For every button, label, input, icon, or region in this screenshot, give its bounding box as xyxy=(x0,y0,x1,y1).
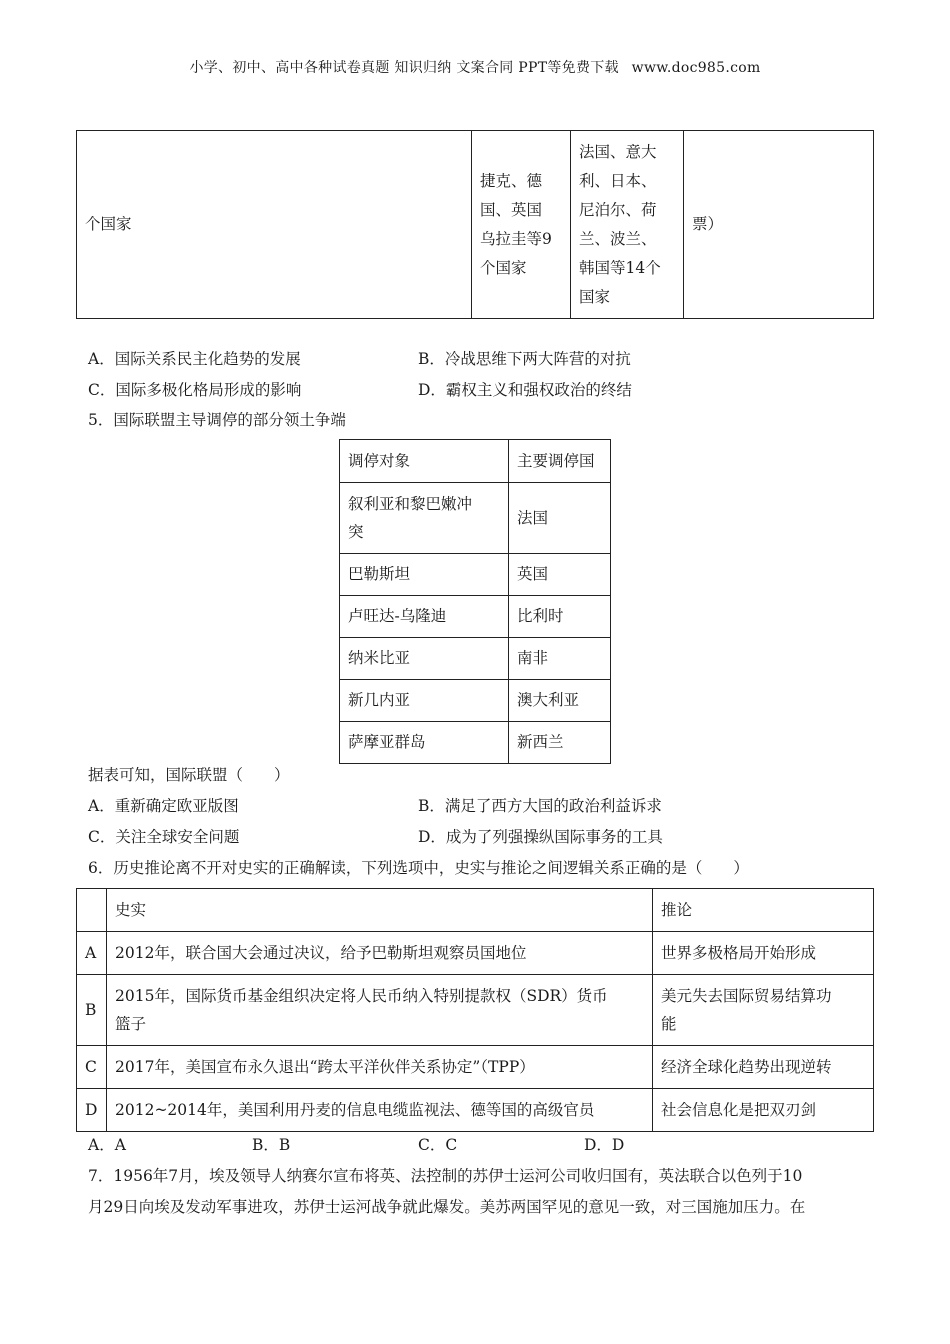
q6-option-c: C．C xyxy=(418,1136,458,1154)
q6-stem: 6．历史推论离不开对史实的正确解读，下列选项中，史实与推论之间逻辑关系正确的是（ ） xyxy=(88,859,749,877)
q6-option-d: D．D xyxy=(584,1136,625,1154)
q4-option-c: C．国际多极化格局形成的影响 xyxy=(88,381,302,399)
cell-c1: 个国家 xyxy=(77,131,472,319)
q6-option-b: B．B xyxy=(252,1136,291,1154)
cell-c3: 法国、意大 利、日本、 尼泊尔、荷 兰、波兰、 韩国等14个 国家 xyxy=(571,131,684,319)
table-row: A 2012年，联合国大会通过决议，给予巴勒斯坦观察员国地位 世界多极格局开始形成 xyxy=(77,932,874,975)
q7-line-1: 7．1956年7月，埃及领导人纳赛尔宣布将英、法控制的苏伊士运河公司收归国有，英法联合以色列于10 xyxy=(88,1167,803,1185)
q6-header-fact: 史实 xyxy=(107,889,653,932)
header-text: 小学、初中、高中各种试卷真题 知识归纳 文案合同 PPT等免费下载 xyxy=(189,60,619,76)
table-row: 萨摩亚群岛 新西兰 xyxy=(340,722,611,764)
q5-header-1: 调停对象 xyxy=(340,440,509,483)
continuation-table xyxy=(76,130,874,319)
table-row: C 2017年，美国宣布永久退出“跨太平洋伙伴关系协定”（TPP） 经济全球化趋势出现逆转 xyxy=(77,1046,874,1089)
q4-option-d: D．霸权主义和强权政治的终结 xyxy=(418,381,632,399)
q5-option-d: D．成为了列强操纵国际事务的工具 xyxy=(418,828,663,846)
table-row: 新几内亚 澳大利亚 xyxy=(340,680,611,722)
cell-c2: 捷克、德 国、英国 乌拉圭等9 个国家 xyxy=(472,131,571,319)
q5-table xyxy=(339,439,611,764)
q5-option-a: A．重新确定欧亚版图 xyxy=(88,797,239,815)
q5-option-c: C．关注全球安全问题 xyxy=(88,828,240,846)
table-row: 卢旺达-乌隆迪 比利时 xyxy=(340,596,611,638)
q5-prompt: 据表可知，国际联盟（ ） xyxy=(88,766,290,784)
cell-c4: 票） xyxy=(684,131,874,319)
q6-header-inference: 推论 xyxy=(653,889,874,932)
table-row: 纳米比亚 南非 xyxy=(340,638,611,680)
table-row: 巴勒斯坦 英国 xyxy=(340,554,611,596)
q5-option-b: B．满足了西方大国的政治利益诉求 xyxy=(418,797,662,815)
page-header xyxy=(0,57,950,77)
q6-table xyxy=(76,888,874,1132)
q5-stem: 5．国际联盟主导调停的部分领土争端 xyxy=(88,411,346,429)
q6-option-a: A．A xyxy=(88,1136,126,1154)
q7-line-2: 月29日向埃及发动军事进攻，苏伊士运河战争就此爆发。美苏两国罕见的意见一致，对三国施加压力。在 xyxy=(88,1198,806,1216)
table-row: 叙利亚和黎巴嫩冲 突 法国 xyxy=(340,483,611,554)
q4-option-a: A．国际关系民主化趋势的发展 xyxy=(88,350,301,368)
q5-header-2: 主要调停国 xyxy=(509,440,611,483)
table-row: B 2015年，国际货币基金组织决定将人民币纳入特别提款权（SDR）货币 篮子 美元失去国际贸易结算功 能 xyxy=(77,975,874,1046)
header-url: www.doc985.com xyxy=(631,60,761,76)
q4-option-b: B．冷战思维下两大阵营的对抗 xyxy=(418,350,631,368)
table-row: D 2012~2014年，美国利用丹麦的信息电缆监视法、德等国的高级官员 社会信息化是把双刃剑 xyxy=(77,1089,874,1132)
